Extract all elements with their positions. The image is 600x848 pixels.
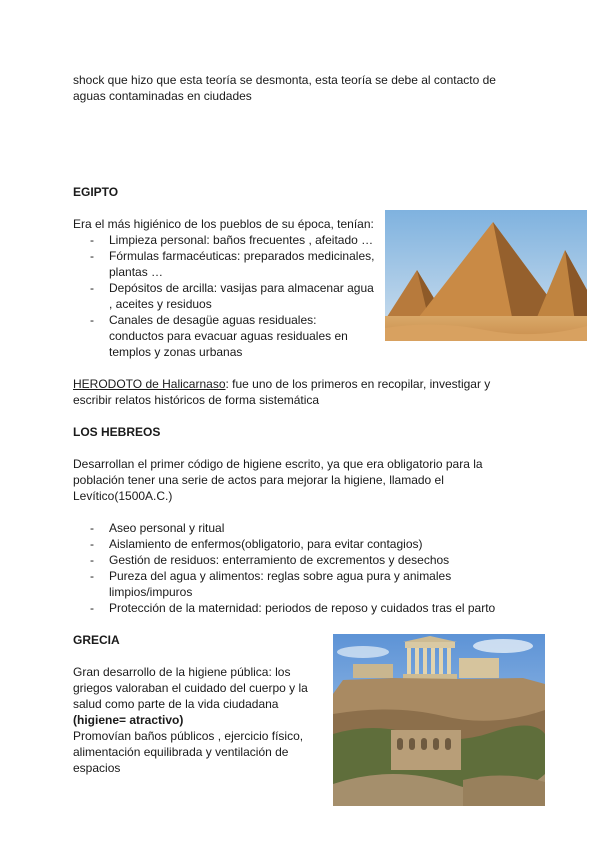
egipto-lead: Era el más higiénico de los pueblos de su época, tenían:	[73, 217, 374, 231]
herodoto-paragraph	[73, 376, 490, 408]
grecia-paragraph	[73, 664, 323, 776]
intro-paragraph	[73, 72, 496, 104]
grecia-line: alimentación equilibrada y ventilación de	[73, 745, 289, 759]
pyramids-image	[385, 210, 587, 341]
hebreos-line: población tener una serie de actos para mejorar la higiene, llamado el	[73, 473, 444, 487]
hebreos-paragraph	[73, 456, 483, 504]
egipto-heading: EGIPTO	[73, 185, 119, 199]
egipto-list	[73, 232, 383, 360]
herodoto-text: : fue uno de los primeros en recopilar, investigar y	[225, 377, 491, 391]
list-item: - Aseo personal y ritual	[73, 520, 543, 536]
list-item: - Aislamiento de enfermos(obligatorio, para evitar contagios)	[73, 536, 543, 552]
hebreos-section	[73, 520, 543, 616]
list-item: - Gestión de residuos: enterramiento de excrementos y desechos	[73, 552, 543, 568]
list-item: - Pureza del agua y alimentos: reglas sobre agua pura y animales limpios/impuros	[73, 568, 543, 600]
hebreos-heading: LOS HEBREOS	[73, 425, 161, 439]
grecia-line: griegos valoraban el cuidado del cuerpo y la	[73, 681, 308, 695]
herodoto-line: escribir relatos históricos de forma sistemática	[73, 393, 320, 407]
grecia-bold-line: (higiene= atractivo)	[73, 713, 184, 727]
list-item: - Fórmulas farmacéuticas: preparados medicinales, plantas …	[73, 248, 383, 280]
grecia-line: Promovían baños públicos , ejercicio físico,	[73, 729, 304, 743]
acropolis-image	[333, 634, 545, 806]
hebreos-line: Levítico(1500A.C.)	[73, 489, 173, 503]
grecia-heading: GRECIA	[73, 633, 120, 647]
list-item: - Canales de desagüe aguas residuales: conductos para evacuar aguas residuales en templos y zonas urbanas	[73, 312, 383, 360]
grecia-line: salud como parte de la vida ciudadana	[73, 697, 279, 711]
list-item: - Depósitos de arcilla: vasijas para almacenar agua , aceites y residuos	[73, 280, 383, 312]
hebreos-list	[73, 520, 543, 616]
grecia-line: espacios	[73, 761, 121, 775]
intro-line: shock que hizo que esta teoría se desmonta, esta teoría se debe al contacto de	[73, 73, 496, 87]
list-item: - Limpieza personal: baños frecuentes , afeitado …	[73, 232, 383, 248]
list-item: - Protección de la maternidad: periodos de reposo y cuidados tras el parto	[73, 600, 543, 616]
intro-line: aguas contaminadas en ciudades	[73, 89, 252, 103]
herodoto-link[interactable]: HERODOTO de Halicarnaso	[73, 377, 226, 391]
grecia-line: Gran desarrollo de la higiene pública: los	[73, 665, 291, 679]
egipto-section	[73, 216, 383, 360]
hebreos-line: Desarrollan el primer código de higiene escrito, ya que era obligatorio para la	[73, 457, 483, 471]
